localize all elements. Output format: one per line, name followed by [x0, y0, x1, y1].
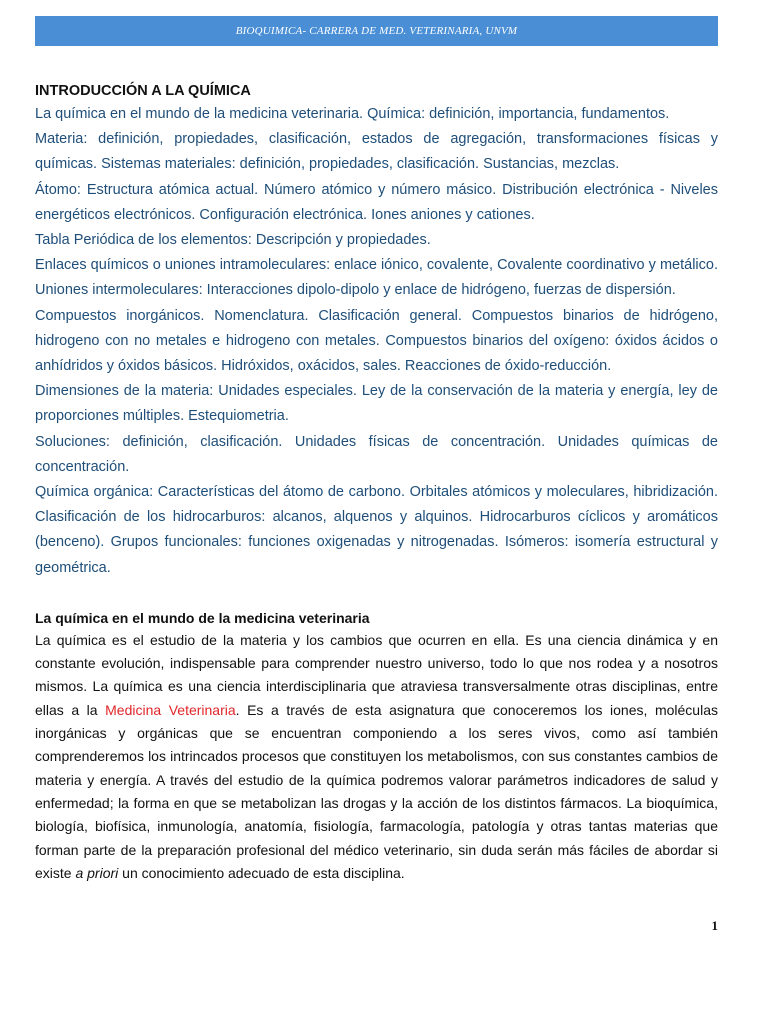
- paragraph-text: un conocimiento adecuado de esta disciplina.: [118, 864, 405, 881]
- syllabus-item: Compuestos inorgánicos. Nomenclatura. Clasificación general. Compuestos binarios de hidrógeno, hidrogeno con no metales e hidrogeno con metales. Compuestos binarios del oxígeno: óxidos ácidos o anhídridos y óxidos básicos. Hidróxidos, oxácidos, sales. Reacciones de óxido-reducción.: [35, 307, 718, 375]
- header-band: [35, 16, 718, 46]
- header-title: BIOQUIMICA- CARRERA DE MED. VETERINARIA, UNVM: [235, 25, 518, 37]
- section-title: INTRODUCCIÓN A LA QUÍMICA: [35, 83, 251, 99]
- syllabus-item: Átomo: Estructura atómica actual. Número atómico y número másico. Distribución electrónica - Niveles energéticos electrónicos. Configuración electrónica. Iones aniones y cationes.: [35, 181, 718, 223]
- document-content: [35, 80, 718, 885]
- syllabus-item: Química orgánica: Características del átomo de carbono. Orbitales atómicos y moleculares, hibridización. Clasificación de los hidrocarburos: alcanos, alquenos y alquinos. Hidrocarburos cíclicos y aromáticos (benceno). Grupos funcionales: funciones oxigenadas y nitrogenadas. Isómeros: isomería estructural y geométrica.: [35, 484, 718, 576]
- syllabus-item: Soluciones: definición, clasificación. Unidades físicas de concentración. Unidades químicas de concentración.: [35, 433, 718, 475]
- highlighted-term: Medicina Veterinaria: [105, 701, 236, 718]
- paragraph-text: La química es el estudio de la materia y los cambios que ocurren en ella. Es una ciencia dinámica y en constante evolución, indispensable para comprender nuestro universo, todo lo que nos rodea y a nosotros mismos. La química es una ciencia interdisciplinaria que atraviesa transversalmente otras disciplinas, entre ellas a la: [35, 631, 718, 718]
- italic-term: a priori: [75, 864, 119, 881]
- syllabus-list: [35, 102, 718, 581]
- syllabus-item: La química en el mundo de la medicina veterinaria. Química: definición, importancia, fundamentos.: [35, 106, 670, 122]
- body-paragraph: [35, 629, 718, 885]
- page-number: 1: [711, 918, 718, 933]
- paragraph-text: . Es a través de esta asignatura que conoceremos los iones, moléculas inorgánicas y orgánicas que se encuentran componiendo a los seres vivos, como así también comprenderemos los intrincados procesos que constituyen los metabolismos, con sus constantes cambios de materia y energía. A través del estudio de la química podremos valorar parámetros indicadores de salud y enfermedad; la forma en que se metabolizan las drogas y la acción de los distintos fármacos. La bioquímica, biología, biofísica, inmunología, anatomía, fisiología, farmacología, patología y otras tantas materias que forman parte de la preparación profesional del médico veterinario, sin duda serán más fáciles de abordar si existe: [35, 701, 718, 881]
- syllabus-item: Dimensiones de la materia: Unidades especiales. Ley de la conservación de la materia y energía, ley de proporciones múltiples. Estequiometria.: [35, 383, 718, 425]
- syllabus-item: Enlaces químicos o uniones intramoleculares: enlace iónico, covalente, Covalente coordinativo y metálico. Uniones intermoleculares: Interacciones dipolo-dipolo y enlace de hidrógeno, fuerzas de dispersión.: [35, 257, 718, 299]
- subsection-title: La química en el mundo de la medicina veterinaria: [35, 609, 370, 626]
- syllabus-item: Tabla Periódica de los elementos: Descripción y propiedades.: [35, 232, 431, 249]
- syllabus-item: Materia: definición, propiedades, clasificación, estados de agregación, transformaciones físicas y químicas. Sistemas materiales: definición, propiedades, clasificación. Sustancias, mezclas.: [35, 131, 718, 173]
